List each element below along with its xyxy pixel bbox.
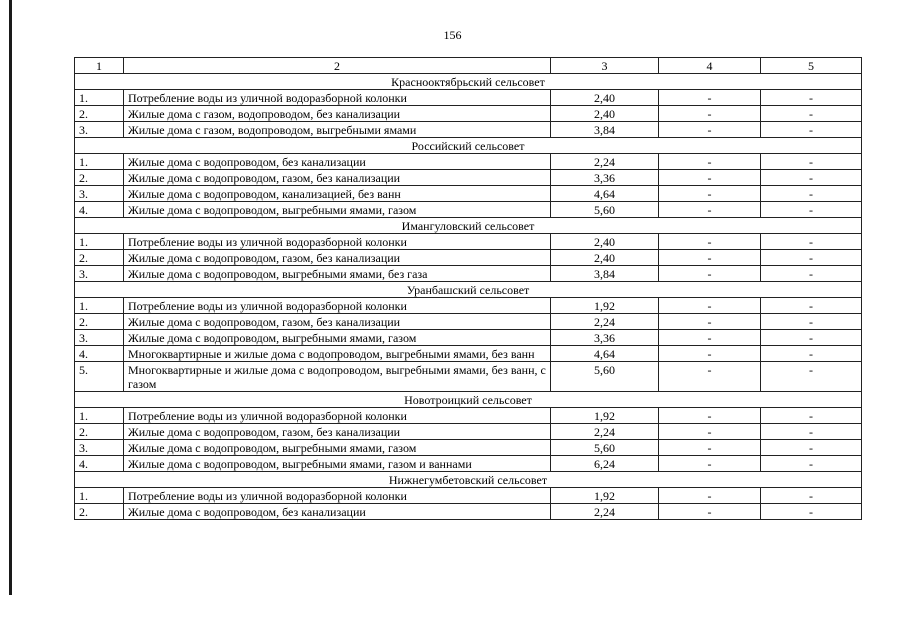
row-number: 1. bbox=[75, 154, 124, 170]
row-col4: - bbox=[659, 314, 761, 330]
table-row bbox=[75, 314, 862, 330]
row-col5: - bbox=[761, 440, 862, 456]
row-col4: - bbox=[659, 170, 761, 186]
page-number: 156 bbox=[443, 28, 462, 42]
row-number: 1. bbox=[75, 408, 124, 424]
section-title: Новотроицкий сельсовет bbox=[75, 392, 862, 408]
section-header-row bbox=[75, 138, 862, 154]
row-number: 4. bbox=[75, 202, 124, 218]
row-number: 3. bbox=[75, 266, 124, 282]
table-row bbox=[75, 186, 862, 202]
table-row bbox=[75, 456, 862, 472]
row-col5: - bbox=[761, 488, 862, 504]
column-header: 3 bbox=[551, 58, 659, 74]
row-number: 3. bbox=[75, 122, 124, 138]
row-value: 4,64 bbox=[551, 186, 659, 202]
row-value: 2,40 bbox=[551, 234, 659, 250]
row-col5: - bbox=[761, 346, 862, 362]
row-col5: - bbox=[761, 424, 862, 440]
row-number: 2. bbox=[75, 170, 124, 186]
row-col4: - bbox=[659, 186, 761, 202]
section-title: Имангуловский сельсовет bbox=[75, 218, 862, 234]
row-description: Потребление воды из уличной водоразборной колонки bbox=[124, 298, 551, 314]
row-description: Жилые дома с водопроводом, выгребными ямами, газом bbox=[124, 330, 551, 346]
row-description: Многоквартирные и жилые дома с водопроводом, выгребными ямами, без ванн, с газом bbox=[124, 362, 551, 392]
table-row bbox=[75, 266, 862, 282]
column-header: 4 bbox=[659, 58, 761, 74]
section-header-row bbox=[75, 472, 862, 488]
row-value: 4,64 bbox=[551, 346, 659, 362]
table-row bbox=[75, 90, 862, 106]
column-header: 1 bbox=[75, 58, 124, 74]
row-value: 2,24 bbox=[551, 424, 659, 440]
row-number: 4. bbox=[75, 346, 124, 362]
row-description: Жилые дома с водопроводом, без канализации bbox=[124, 504, 551, 520]
row-col5: - bbox=[761, 298, 862, 314]
table-row bbox=[75, 298, 862, 314]
row-value: 3,36 bbox=[551, 170, 659, 186]
row-col4: - bbox=[659, 330, 761, 346]
row-col4: - bbox=[659, 456, 761, 472]
row-number: 3. bbox=[75, 186, 124, 202]
row-description: Жилые дома с водопроводом, выгребными ямами, газом bbox=[124, 202, 551, 218]
table-row bbox=[75, 122, 862, 138]
row-col4: - bbox=[659, 298, 761, 314]
row-col4: - bbox=[659, 154, 761, 170]
column-header-row bbox=[75, 58, 862, 74]
row-col5: - bbox=[761, 456, 862, 472]
row-value: 1,92 bbox=[551, 488, 659, 504]
row-value: 2,40 bbox=[551, 90, 659, 106]
section-title: Нижнегумбетовский сельсовет bbox=[75, 472, 862, 488]
row-value: 3,36 bbox=[551, 330, 659, 346]
row-number: 2. bbox=[75, 504, 124, 520]
row-description: Жилые дома с водопроводом, выгребными ямами, газом и ваннами bbox=[124, 456, 551, 472]
row-col4: - bbox=[659, 234, 761, 250]
section-header-row bbox=[75, 392, 862, 408]
row-value: 2,40 bbox=[551, 106, 659, 122]
row-number: 3. bbox=[75, 440, 124, 456]
row-number: 4. bbox=[75, 456, 124, 472]
table-row bbox=[75, 362, 862, 392]
row-col4: - bbox=[659, 408, 761, 424]
table-row bbox=[75, 408, 862, 424]
row-description: Жилые дома с водопроводом, газом, без канализации bbox=[124, 424, 551, 440]
row-number: 2. bbox=[75, 424, 124, 440]
row-col5: - bbox=[761, 266, 862, 282]
row-value: 5,60 bbox=[551, 362, 659, 392]
row-value: 2,40 bbox=[551, 250, 659, 266]
section-header-row bbox=[75, 74, 862, 90]
row-value: 1,92 bbox=[551, 298, 659, 314]
row-col4: - bbox=[659, 202, 761, 218]
row-description: Жилые дома с газом, водопроводом, без канализации bbox=[124, 106, 551, 122]
section-title: Уранбашский сельсовет bbox=[75, 282, 862, 298]
row-description: Жилые дома с водопроводом, канализацией, без ванн bbox=[124, 186, 551, 202]
row-col5: - bbox=[761, 408, 862, 424]
row-description: Потребление воды из уличной водоразборной колонки bbox=[124, 408, 551, 424]
row-col4: - bbox=[659, 424, 761, 440]
row-number: 2. bbox=[75, 250, 124, 266]
table-row bbox=[75, 346, 862, 362]
row-value: 2,24 bbox=[551, 154, 659, 170]
row-col5: - bbox=[761, 170, 862, 186]
row-description: Жилые дома с водопроводом, выгребными ямами, газом bbox=[124, 440, 551, 456]
row-col5: - bbox=[761, 90, 862, 106]
row-number: 1. bbox=[75, 298, 124, 314]
row-col5: - bbox=[761, 106, 862, 122]
row-col4: - bbox=[659, 90, 761, 106]
row-col4: - bbox=[659, 106, 761, 122]
table-row bbox=[75, 234, 862, 250]
row-col4: - bbox=[659, 266, 761, 282]
table-row bbox=[75, 250, 862, 266]
row-value: 2,24 bbox=[551, 504, 659, 520]
row-value: 3,84 bbox=[551, 266, 659, 282]
scan-edge-line bbox=[9, 0, 12, 595]
column-header: 5 bbox=[761, 58, 862, 74]
row-number: 2. bbox=[75, 106, 124, 122]
row-description: Многоквартирные и жилые дома с водопроводом, выгребными ямами, без ванн bbox=[124, 346, 551, 362]
row-col5: - bbox=[761, 504, 862, 520]
table-row bbox=[75, 202, 862, 218]
row-col5: - bbox=[761, 314, 862, 330]
row-col5: - bbox=[761, 202, 862, 218]
water-consumption-table bbox=[74, 57, 862, 520]
row-col4: - bbox=[659, 504, 761, 520]
row-value: 6,24 bbox=[551, 456, 659, 472]
section-header-row bbox=[75, 218, 862, 234]
row-description: Жилые дома с водопроводом, без канализации bbox=[124, 154, 551, 170]
row-description: Жилые дома с водопроводом, газом, без канализации bbox=[124, 314, 551, 330]
row-description: Потребление воды из уличной водоразборной колонки bbox=[124, 234, 551, 250]
row-value: 5,60 bbox=[551, 440, 659, 456]
row-col5: - bbox=[761, 186, 862, 202]
row-number: 1. bbox=[75, 488, 124, 504]
row-col5: - bbox=[761, 362, 862, 392]
row-value: 1,92 bbox=[551, 408, 659, 424]
row-description: Жилые дома с водопроводом, выгребными ямами, без газа bbox=[124, 266, 551, 282]
row-col5: - bbox=[761, 154, 862, 170]
row-number: 1. bbox=[75, 90, 124, 106]
table-row bbox=[75, 488, 862, 504]
row-col5: - bbox=[761, 122, 862, 138]
row-number: 3. bbox=[75, 330, 124, 346]
column-header: 2 bbox=[124, 58, 551, 74]
row-col4: - bbox=[659, 488, 761, 504]
row-description: Жилые дома с газом, водопроводом, выгребными ямами bbox=[124, 122, 551, 138]
row-col5: - bbox=[761, 250, 862, 266]
table-row bbox=[75, 170, 862, 186]
table-row bbox=[75, 154, 862, 170]
row-description: Жилые дома с водопроводом, газом, без канализации bbox=[124, 250, 551, 266]
row-col5: - bbox=[761, 234, 862, 250]
row-col4: - bbox=[659, 122, 761, 138]
row-value: 3,84 bbox=[551, 122, 659, 138]
row-number: 5. bbox=[75, 362, 124, 392]
row-description: Потребление воды из уличной водоразборной колонки bbox=[124, 488, 551, 504]
table-row bbox=[75, 440, 862, 456]
row-value: 2,24 bbox=[551, 314, 659, 330]
row-col4: - bbox=[659, 362, 761, 392]
table-body bbox=[75, 58, 862, 520]
row-description: Жилые дома с водопроводом, газом, без канализации bbox=[124, 170, 551, 186]
row-col4: - bbox=[659, 346, 761, 362]
section-title: Российский сельсовет bbox=[75, 138, 862, 154]
row-col5: - bbox=[761, 330, 862, 346]
table-row bbox=[75, 504, 862, 520]
table-row bbox=[75, 106, 862, 122]
section-title: Краснооктябрьский сельсовет bbox=[75, 74, 862, 90]
row-col4: - bbox=[659, 250, 761, 266]
row-description: Потребление воды из уличной водоразборной колонки bbox=[124, 90, 551, 106]
row-col4: - bbox=[659, 440, 761, 456]
table-row bbox=[75, 424, 862, 440]
section-header-row bbox=[75, 282, 862, 298]
row-value: 5,60 bbox=[551, 202, 659, 218]
row-number: 2. bbox=[75, 314, 124, 330]
table-row bbox=[75, 330, 862, 346]
row-number: 1. bbox=[75, 234, 124, 250]
